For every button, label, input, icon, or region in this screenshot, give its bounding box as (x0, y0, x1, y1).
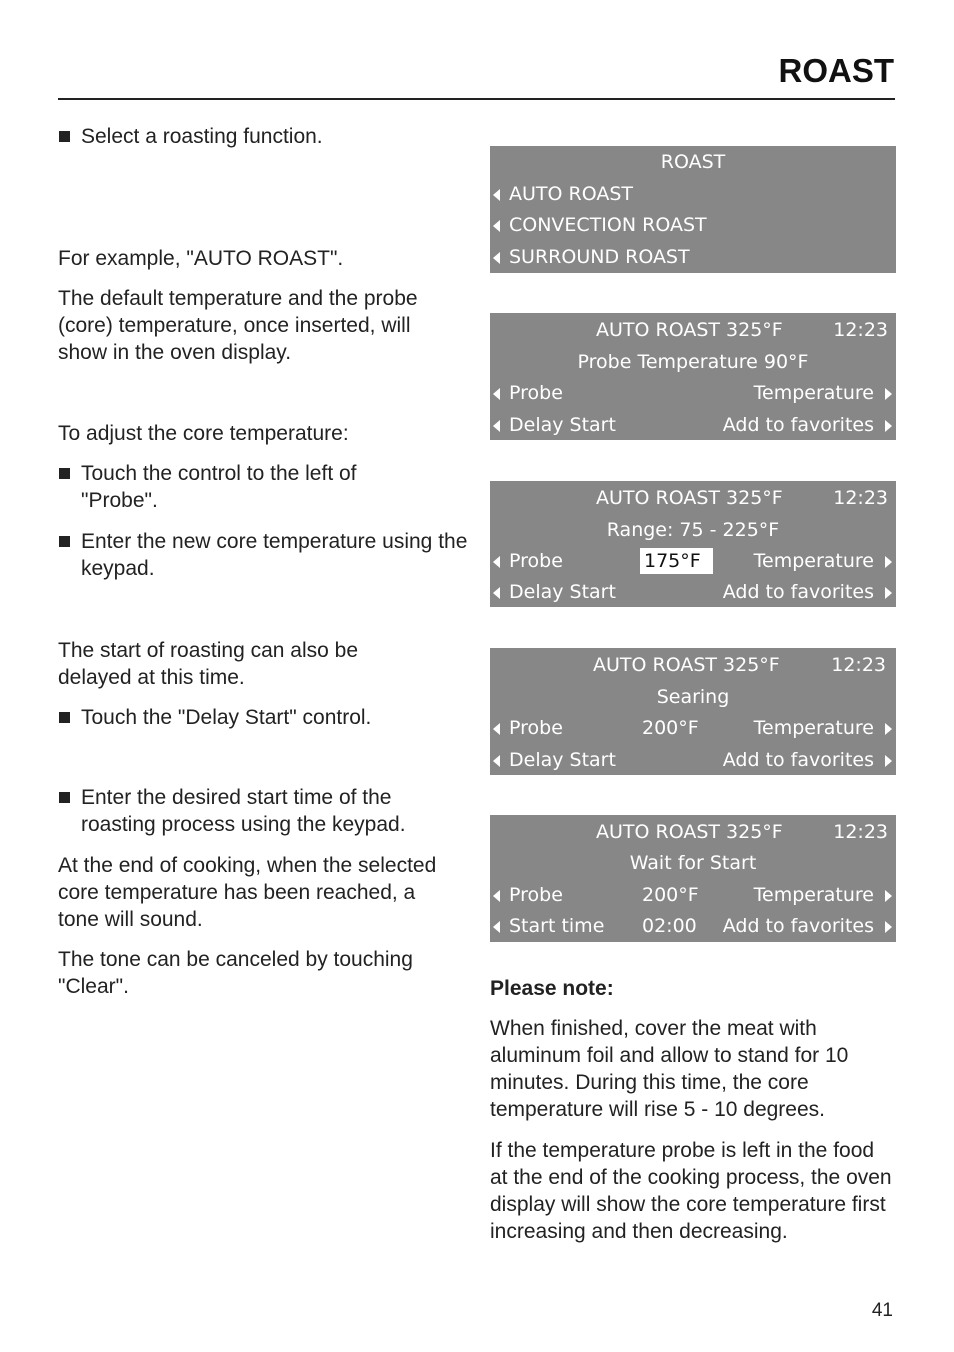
display-header: AUTO ROAST 325°F 12:23 (490, 482, 896, 514)
arrow-left-icon (493, 755, 500, 767)
bullet-delay-start: Touch the "Delay Start" control. (58, 704, 468, 731)
arrow-left-icon (493, 220, 500, 232)
probe-control[interactable]: Probe (509, 717, 563, 739)
arrow-right-icon (885, 587, 892, 599)
delay-start-control[interactable]: Delay Start (509, 581, 616, 603)
menu-item-surround-roast[interactable]: SURROUND ROAST (490, 241, 896, 273)
oven-display-wait-for-start (490, 815, 896, 942)
note-heading: Please note: (490, 977, 614, 1000)
display-status: Wait for Start (629, 852, 757, 874)
arrow-left-icon (493, 587, 500, 599)
probe-value-input[interactable]: 175°F (640, 548, 713, 574)
arrow-left-icon (493, 252, 500, 264)
paragraph-delay: The start of roasting can also be delayed at this time. (58, 639, 358, 689)
note-paragraph-stand: When finished, cover the meat with aluminum foil and allow to stand for 10 minutes. During this time, the core temperature will rise 5 - 10 degrees. (490, 1017, 849, 1121)
paragraph-example: For example, "AUTO ROAST". (58, 247, 344, 270)
bullet-square-icon (59, 792, 70, 803)
probe-value: 200°F (642, 717, 699, 739)
paragraph-default-temp: The default temperature and the probe (core) temperature, once inserted, will show in the oven display. (58, 287, 418, 364)
arrow-left-icon (493, 921, 500, 933)
temperature-control[interactable]: Temperature (753, 550, 874, 572)
display-header: AUTO ROAST 325°F 12:23 (490, 649, 896, 681)
delay-start-control[interactable]: Delay Start (509, 414, 616, 436)
arrow-left-icon (493, 189, 500, 201)
arrow-right-icon (885, 723, 892, 735)
temperature-control[interactable]: Temperature (753, 884, 874, 906)
temperature-control[interactable]: Temperature (753, 717, 874, 739)
paragraph-adjust: To adjust the core temperature: (58, 422, 349, 445)
menu-item-auto-roast[interactable]: AUTO ROAST (490, 178, 896, 210)
arrow-left-icon (493, 556, 500, 568)
arrow-right-icon (885, 755, 892, 767)
oven-display-roast-menu (490, 146, 896, 273)
display-clock: 12:23 (833, 487, 888, 509)
paragraph-end-tone: At the end of cooking, when the selected core temperature has been reached, a tone will sound. (58, 854, 437, 931)
display-header: AUTO ROAST 325°F 12:23 (490, 816, 896, 848)
display-row-delay (490, 409, 896, 441)
start-time-value: 02:00 (642, 915, 697, 937)
probe-control[interactable]: Probe (509, 382, 563, 404)
arrow-right-icon (885, 388, 892, 400)
add-to-favorites-control[interactable]: Add to favorites (722, 414, 874, 436)
oven-display-probe-range (490, 481, 896, 607)
header-rule (58, 98, 895, 100)
oven-display-auto-roast (490, 313, 896, 440)
display-row-probe (490, 879, 896, 911)
display-row-delay (490, 576, 896, 608)
oven-display-searing (490, 648, 896, 775)
page-title: ROAST (778, 52, 894, 89)
display-status: Searing (656, 686, 730, 708)
arrow-right-icon (885, 420, 892, 432)
bullet-enter-core: Enter the new core temperature using the keypad. (58, 528, 468, 582)
display-row-start (490, 910, 896, 942)
paragraph-cancel-tone: The tone can be canceled by touching "Clear". (58, 948, 413, 998)
menu-item-convection-roast[interactable]: CONVECTION ROAST (490, 209, 896, 241)
display-clock: 12:23 (831, 654, 886, 676)
probe-control[interactable]: Probe (509, 884, 563, 906)
display-row-probe (490, 545, 896, 577)
page-number: 41 (871, 1300, 893, 1321)
display-clock: 12:23 (833, 319, 888, 341)
add-to-favorites-control[interactable]: Add to favorites (722, 915, 874, 937)
display-row-delay (490, 744, 896, 776)
display-header: AUTO ROAST 325°F 12:23 (490, 314, 896, 346)
arrow-right-icon (885, 921, 892, 933)
arrow-right-icon (885, 890, 892, 902)
display-status: Probe Temperature 90°F (577, 351, 809, 373)
display-title: ROAST (660, 151, 726, 173)
arrow-right-icon (885, 556, 892, 568)
add-to-favorites-control[interactable]: Add to favorites (722, 581, 874, 603)
bullet-square-icon (59, 536, 70, 547)
display-clock: 12:23 (833, 821, 888, 843)
bullet-touch-probe: Touch the control to the left of "Probe". (58, 460, 398, 514)
delay-start-control[interactable]: Delay Start (509, 749, 616, 771)
note-paragraph-probe: If the temperature probe is left in the food at the end of the cooking process, the oven display will show the core temperature first increasing and then decreasing. (490, 1139, 892, 1243)
arrow-left-icon (493, 388, 500, 400)
arrow-left-icon (493, 723, 500, 735)
probe-control[interactable]: Probe (509, 550, 563, 572)
bullet-square-icon (59, 712, 70, 723)
arrow-left-icon (493, 420, 500, 432)
start-time-control[interactable]: Start time (509, 915, 605, 937)
display-row-probe (490, 377, 896, 409)
bullet-enter-start: Enter the desired start time of the roasting process using the keypad. (58, 784, 448, 838)
add-to-favorites-control[interactable]: Add to favorites (722, 749, 874, 771)
arrow-left-icon (493, 890, 500, 902)
probe-value: 200°F (642, 884, 699, 906)
bullet-square-icon (59, 468, 70, 479)
bullet-select-function: Select a roasting function. (58, 123, 468, 150)
display-row-probe (490, 712, 896, 744)
display-status: Range: 75 - 225°F (606, 519, 780, 541)
bullet-square-icon (59, 131, 70, 142)
temperature-control[interactable]: Temperature (753, 382, 874, 404)
